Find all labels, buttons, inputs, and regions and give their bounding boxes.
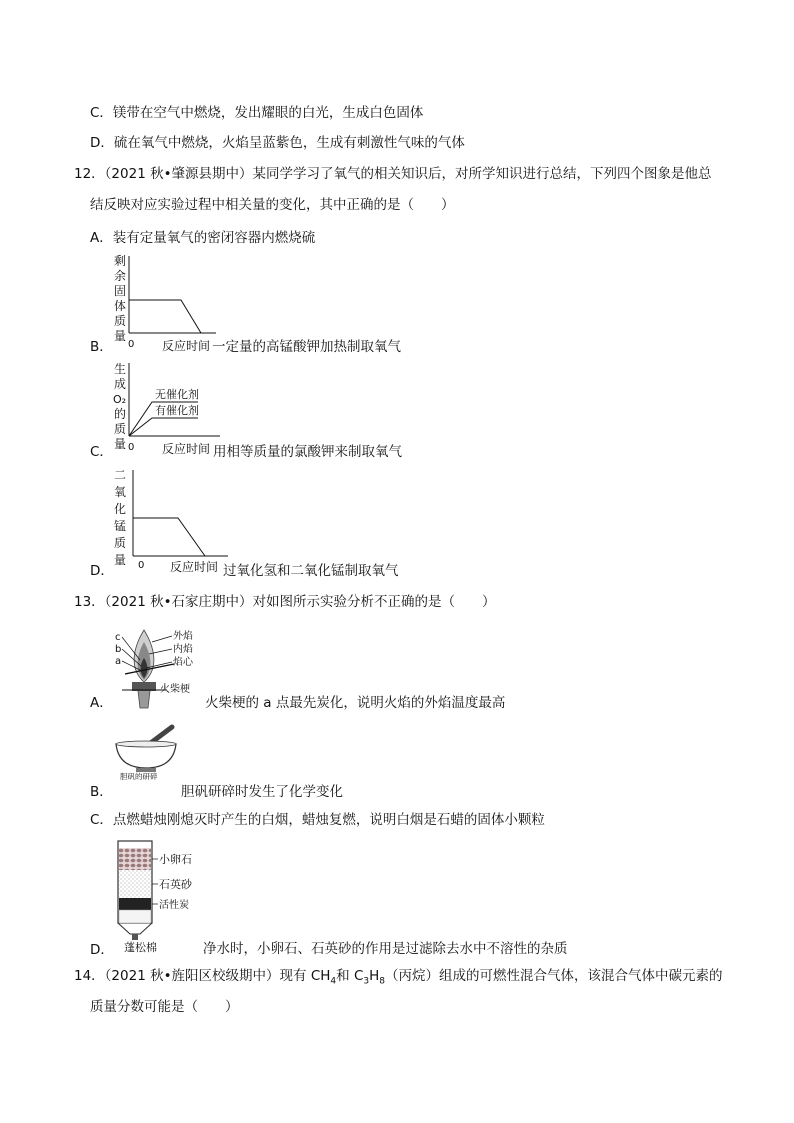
filter-label-carbon: 活性炭: [159, 900, 189, 911]
cotton-layer: [119, 910, 151, 923]
flame-label-match: 火柴梗: [160, 684, 190, 695]
q14-sub-8: 8: [379, 976, 385, 987]
q14-stem-part-c: H: [369, 968, 380, 984]
q14-stem-part-b: 和 C: [336, 968, 364, 984]
q12-option-d-text: 过氧化氢和二氧化锰制取氧气: [223, 563, 399, 579]
q12-graph-c: [108, 360, 223, 455]
q13-option-c: C．点燃蜡烛刚熄灭时产生的白烟，蜡烛复燃，说明白烟是石蜡的固体小颗粒: [90, 812, 545, 828]
graph-b-origin: 0: [128, 339, 135, 350]
graph-b-curve: [129, 300, 201, 333]
q14-stem-part-d: （丙烷）组成的可燃性混合气体，该混合气体中碳元素的: [385, 968, 723, 984]
q12-option-b-letter: B．: [90, 339, 113, 355]
graph-d-ylabel-6: 量: [114, 553, 127, 567]
q13-stem: 13．（2021 秋•石家庄期中）对如图所示实验分析不正确的是（ ）: [74, 594, 496, 610]
graph-d-origin: 0: [138, 560, 145, 571]
flame-label-outer: 外焰: [173, 631, 193, 642]
graph-c-ylabel-5: 质: [114, 422, 127, 436]
graph-b-ylabel-3: 固: [114, 284, 127, 298]
q13-option-d-letter: D．: [90, 942, 114, 958]
graph-c-origin: 0: [128, 442, 135, 453]
q13-mortar-diagram: [110, 724, 182, 780]
graph-b-ylabel-1: 剩: [114, 254, 127, 268]
graph-d-ylabel-2: 氧: [114, 485, 127, 499]
q12-option-b-text: 一定量的高锰酸钾加热制取氧气: [212, 339, 401, 355]
pebble-layer: [119, 848, 151, 870]
q13-option-a-text: 火柴梗的 a 点最先炭化，说明火焰的外焰温度最高: [205, 695, 506, 711]
graph-b-ylabel-6: 量: [114, 329, 127, 343]
q12-stem-line2: 结反映对应实验过程中相关量的变化，其中正确的是（ ）: [90, 197, 455, 213]
q11-option-c: C．镁带在空气中燃烧，发出耀眼的白光，生成白色固体: [90, 105, 424, 121]
graph-d-ylabel-1: 二: [114, 468, 127, 482]
q12-option-c-letter: C．: [90, 444, 113, 460]
q11-option-d: D．硫在氧气中燃烧，火焰呈蓝紫色，生成有刺激性气味的气体: [90, 135, 465, 151]
graph-b-ylabel-4: 体: [114, 299, 127, 313]
lamp-body: [138, 691, 150, 708]
graph-b-ylabel-2: 余: [114, 269, 127, 283]
graph-b-ylabel-5: 质: [114, 314, 127, 328]
flame-label-core: 焰心: [173, 657, 193, 668]
flame-label-inner: 内焰: [173, 644, 193, 655]
graph-c-ylabel-3: O₂: [113, 393, 127, 406]
sand-layer: [119, 870, 151, 898]
graph-c-label-no-catalyst: 无催化剂: [155, 388, 199, 401]
graph-d-ylabel-5: 质: [114, 536, 127, 550]
flame-label-b: b: [115, 644, 122, 655]
q13-flame-diagram: [112, 624, 202, 712]
graph-c-ylabel-6: 量: [114, 437, 127, 451]
graph-d-ylabel-4: 锰: [114, 519, 127, 533]
q13-water-filter-diagram: [112, 838, 204, 954]
q12-option-d-letter: D．: [90, 563, 114, 579]
graph-c-ylabel-1: 生: [114, 362, 127, 376]
q14-stem-line1: [74, 968, 723, 987]
q13-option-a-letter: A．: [90, 695, 113, 711]
filter-label-pebble: 小卵石: [159, 853, 192, 866]
q13-option-b-text: 胆矾研碎时发生了化学变化: [181, 784, 343, 800]
q14-sub-4: 4: [330, 976, 337, 987]
q12-option-c-text: 用相等质量的氯酸钾来制取氧气: [213, 444, 402, 460]
q12-option-a: A．装有定量氧气的密闭容器内燃烧硫: [90, 230, 316, 246]
graph-d-ylabel-3: 化: [114, 502, 127, 516]
flame-label-a: a: [115, 656, 122, 667]
q14-stem-part-a: 14．（2021 秋•旌阳区校级期中）现有 CH: [74, 968, 331, 984]
mortar-bowl: [116, 744, 176, 768]
graph-c-ylabel-2: 成: [114, 377, 127, 391]
q13-option-b-letter: B．: [90, 784, 113, 800]
q13-option-d-text: 净水时，小卵石、石英砂的作用是过滤除去水中不溶性的杂质: [203, 941, 568, 957]
q12-graph-b-xlabel: 反应时间: [162, 339, 211, 353]
graph-c-ylabel-4: 的: [114, 407, 127, 421]
filter-label-cotton: 蓬松棉: [124, 941, 157, 954]
flame-label-c: c: [115, 632, 121, 643]
q12-graph-d-xlabel: 反应时间: [170, 560, 219, 574]
q12-graph-d: [108, 466, 233, 571]
mortar-caption: 胆矾的研碎: [120, 772, 158, 780]
q12-stem-line1: 12．（2021 秋•肇源县期中）某同学学习了氧气的相关知识后，对所学知识进行总结，下列四个图象是他总: [74, 166, 712, 182]
graph-d-curve: [133, 518, 205, 556]
graph-c-label-catalyst: 有催化剂: [155, 404, 199, 417]
filter-label-sand: 石英砂: [159, 878, 192, 891]
q14-stem-line2: 质量分数可能是（ ）: [90, 999, 239, 1015]
q12-graph-b: [108, 252, 218, 350]
q14-sub-3: 3: [363, 976, 370, 987]
carbon-layer: [119, 898, 151, 910]
q12-graph-c-xlabel: 反应时间: [162, 442, 211, 456]
